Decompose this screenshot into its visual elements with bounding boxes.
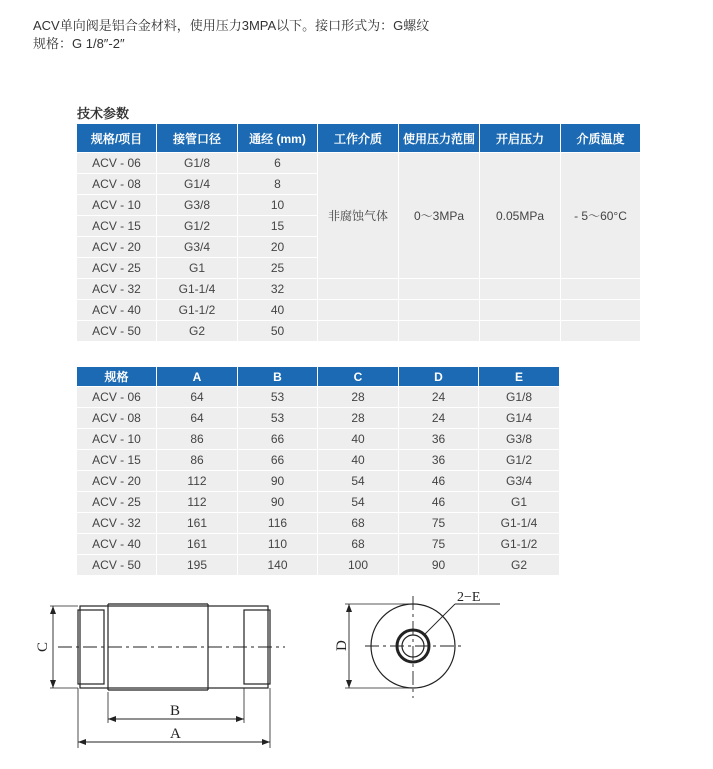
tech-params-table (76, 123, 641, 342)
port-size-cell: G1-1/2 (157, 300, 238, 321)
dim-c-cell: 40 (318, 429, 399, 450)
bore-cell: 15 (238, 216, 318, 237)
table-row (77, 300, 641, 321)
leader-line (425, 604, 455, 634)
dim-a-cell: 64 (157, 408, 238, 429)
dim-e-cell: G3/8 (479, 429, 560, 450)
empty-cell (399, 300, 480, 321)
table-row (77, 492, 560, 513)
header-cell: 通经 (mm) (238, 124, 318, 153)
dim-d-cell: 90 (399, 555, 479, 576)
empty-cell (480, 321, 561, 342)
model-cell: ACV - 50 (77, 555, 157, 576)
opening-pressure-cell: 0.05MPa (480, 153, 561, 279)
port-size-cell: G3/4 (157, 237, 238, 258)
dim-e-cell: G2 (479, 555, 560, 576)
dim-b-cell: 90 (238, 471, 318, 492)
bore-cell: 25 (238, 258, 318, 279)
arrowhead (346, 604, 352, 612)
empty-cell (561, 321, 641, 342)
port-size-cell: G2 (157, 321, 238, 342)
empty-cell (399, 279, 480, 300)
model-cell: ACV - 40 (77, 534, 157, 555)
dim-b-cell: 53 (238, 408, 318, 429)
table-row (77, 534, 560, 555)
section-title: 技术参数 (77, 106, 130, 121)
label-b: B (170, 703, 181, 719)
label-e: 2−E (457, 590, 481, 605)
model-cell: ACV - 10 (77, 195, 157, 216)
dim-b-cell: 66 (238, 429, 318, 450)
header-cell: B (238, 367, 318, 387)
arrowhead (262, 739, 270, 745)
model-cell: ACV - 20 (77, 471, 157, 492)
port-size-cell: G3/8 (157, 195, 238, 216)
table-row (77, 408, 560, 429)
model-cell: ACV - 32 (77, 513, 157, 534)
dim-table-header-row (77, 367, 560, 387)
label-c: C (35, 641, 51, 652)
model-cell: ACV - 06 (77, 153, 157, 174)
dim-a-cell: 161 (157, 513, 238, 534)
header-cell: 工作介质 (318, 124, 399, 153)
table-row (77, 471, 560, 492)
dim-e-cell: G1/2 (479, 450, 560, 471)
model-cell: ACV - 32 (77, 279, 157, 300)
arrowhead (346, 680, 352, 688)
dim-c-cell: 54 (318, 471, 399, 492)
table-row (77, 450, 560, 471)
dim-e-cell: G1/8 (479, 387, 560, 408)
empty-cell (318, 300, 399, 321)
table-row (77, 513, 560, 534)
header-cell: C (318, 367, 399, 387)
port-size-cell: G1/4 (157, 174, 238, 195)
temperature-cell: - 5～60°C (561, 153, 641, 279)
bore-cell: 8 (238, 174, 318, 195)
model-cell: ACV - 06 (77, 387, 157, 408)
intro-line-1: ACV单向阀是铝合金材料，使用压力3MPA以下。接口形式为：G螺纹 (33, 18, 430, 33)
empty-cell (561, 300, 641, 321)
medium-cell: 非腐蚀气体 (318, 153, 399, 279)
dim-e-cell: G1 (479, 492, 560, 513)
dim-d-cell: 36 (399, 429, 479, 450)
empty-cell (480, 279, 561, 300)
table-row (77, 321, 641, 342)
pressure-range-cell: 0～3MPa (399, 153, 480, 279)
dim-b-cell: 66 (238, 450, 318, 471)
port-size-cell: G1-1/4 (157, 279, 238, 300)
empty-cell (480, 300, 561, 321)
model-cell: ACV - 25 (77, 492, 157, 513)
dim-c-cell: 68 (318, 513, 399, 534)
arrowhead (50, 606, 56, 614)
dim-a-cell: 112 (157, 492, 238, 513)
dim-e-cell: G3/4 (479, 471, 560, 492)
dim-b-cell: 90 (238, 492, 318, 513)
header-cell: 使用压力范围 (399, 124, 480, 153)
model-cell: ACV - 25 (77, 258, 157, 279)
dim-a-cell: 161 (157, 534, 238, 555)
table-row (77, 153, 641, 174)
header-cell: E (479, 367, 560, 387)
empty-cell (318, 321, 399, 342)
dim-c-cell: 28 (318, 408, 399, 429)
dim-e-cell: G1/4 (479, 408, 560, 429)
dim-c-cell: 54 (318, 492, 399, 513)
end-view (345, 596, 500, 698)
dim-a-cell: 112 (157, 471, 238, 492)
bore-cell: 10 (238, 195, 318, 216)
empty-cell (318, 279, 399, 300)
model-cell: ACV - 08 (77, 408, 157, 429)
intro-line-2: 规格：G 1/8″-2″ (33, 36, 125, 51)
bore-cell: 6 (238, 153, 318, 174)
dim-d-cell: 46 (399, 492, 479, 513)
dim-c-cell: 68 (318, 534, 399, 555)
dim-b-cell: 116 (238, 513, 318, 534)
port-size-cell: G1 (157, 258, 238, 279)
dim-d-cell: 75 (399, 534, 479, 555)
dim-a-cell: 64 (157, 387, 238, 408)
header-cell: D (399, 367, 479, 387)
model-cell: ACV - 50 (77, 321, 157, 342)
tech-table-header-row (77, 124, 641, 153)
bore-cell: 32 (238, 279, 318, 300)
valve-dimension-drawing (30, 588, 530, 758)
arrowhead (78, 739, 86, 745)
port-size-cell: G1/8 (157, 153, 238, 174)
arrowhead (236, 716, 244, 722)
model-cell: ACV - 20 (77, 237, 157, 258)
empty-cell (399, 321, 480, 342)
dim-b-cell: 110 (238, 534, 318, 555)
dim-b-cell: 53 (238, 387, 318, 408)
table-row (77, 387, 560, 408)
port-size-cell: G1/2 (157, 216, 238, 237)
dim-e-cell: G1-1/4 (479, 513, 560, 534)
dimensions-table (76, 366, 560, 576)
model-cell: ACV - 15 (77, 450, 157, 471)
header-cell: 规格 (77, 367, 157, 387)
header-cell: A (157, 367, 238, 387)
dim-d-cell: 75 (399, 513, 479, 534)
dim-c-cell: 28 (318, 387, 399, 408)
empty-cell (561, 279, 641, 300)
dim-d-cell: 24 (399, 408, 479, 429)
dim-d-cell: 36 (399, 450, 479, 471)
header-cell: 开启压力 (480, 124, 561, 153)
table-row (77, 279, 641, 300)
table-row (77, 429, 560, 450)
dim-a-cell: 86 (157, 450, 238, 471)
model-cell: ACV - 10 (77, 429, 157, 450)
dim-a-cell: 86 (157, 429, 238, 450)
intro-text (33, 17, 429, 53)
bore-cell: 50 (238, 321, 318, 342)
dim-b-cell: 140 (238, 555, 318, 576)
dim-e-cell: G1-1/2 (479, 534, 560, 555)
header-cell: 接管口径 (157, 124, 238, 153)
bore-cell: 20 (238, 237, 318, 258)
header-cell: 介质温度 (561, 124, 641, 153)
dim-d-cell: 46 (399, 471, 479, 492)
label-a: A (170, 726, 181, 742)
header-cell: 规格/项目 (77, 124, 157, 153)
model-cell: ACV - 15 (77, 216, 157, 237)
bore-cell: 40 (238, 300, 318, 321)
dim-a-cell: 195 (157, 555, 238, 576)
model-cell: ACV - 08 (77, 174, 157, 195)
table-row (77, 555, 560, 576)
dim-d-cell: 24 (399, 387, 479, 408)
arrowhead (108, 716, 116, 722)
label-d: D (334, 640, 350, 651)
side-view (50, 604, 285, 748)
model-cell: ACV - 40 (77, 300, 157, 321)
dim-c-cell: 40 (318, 450, 399, 471)
dim-c-cell: 100 (318, 555, 399, 576)
arrowhead (50, 680, 56, 688)
